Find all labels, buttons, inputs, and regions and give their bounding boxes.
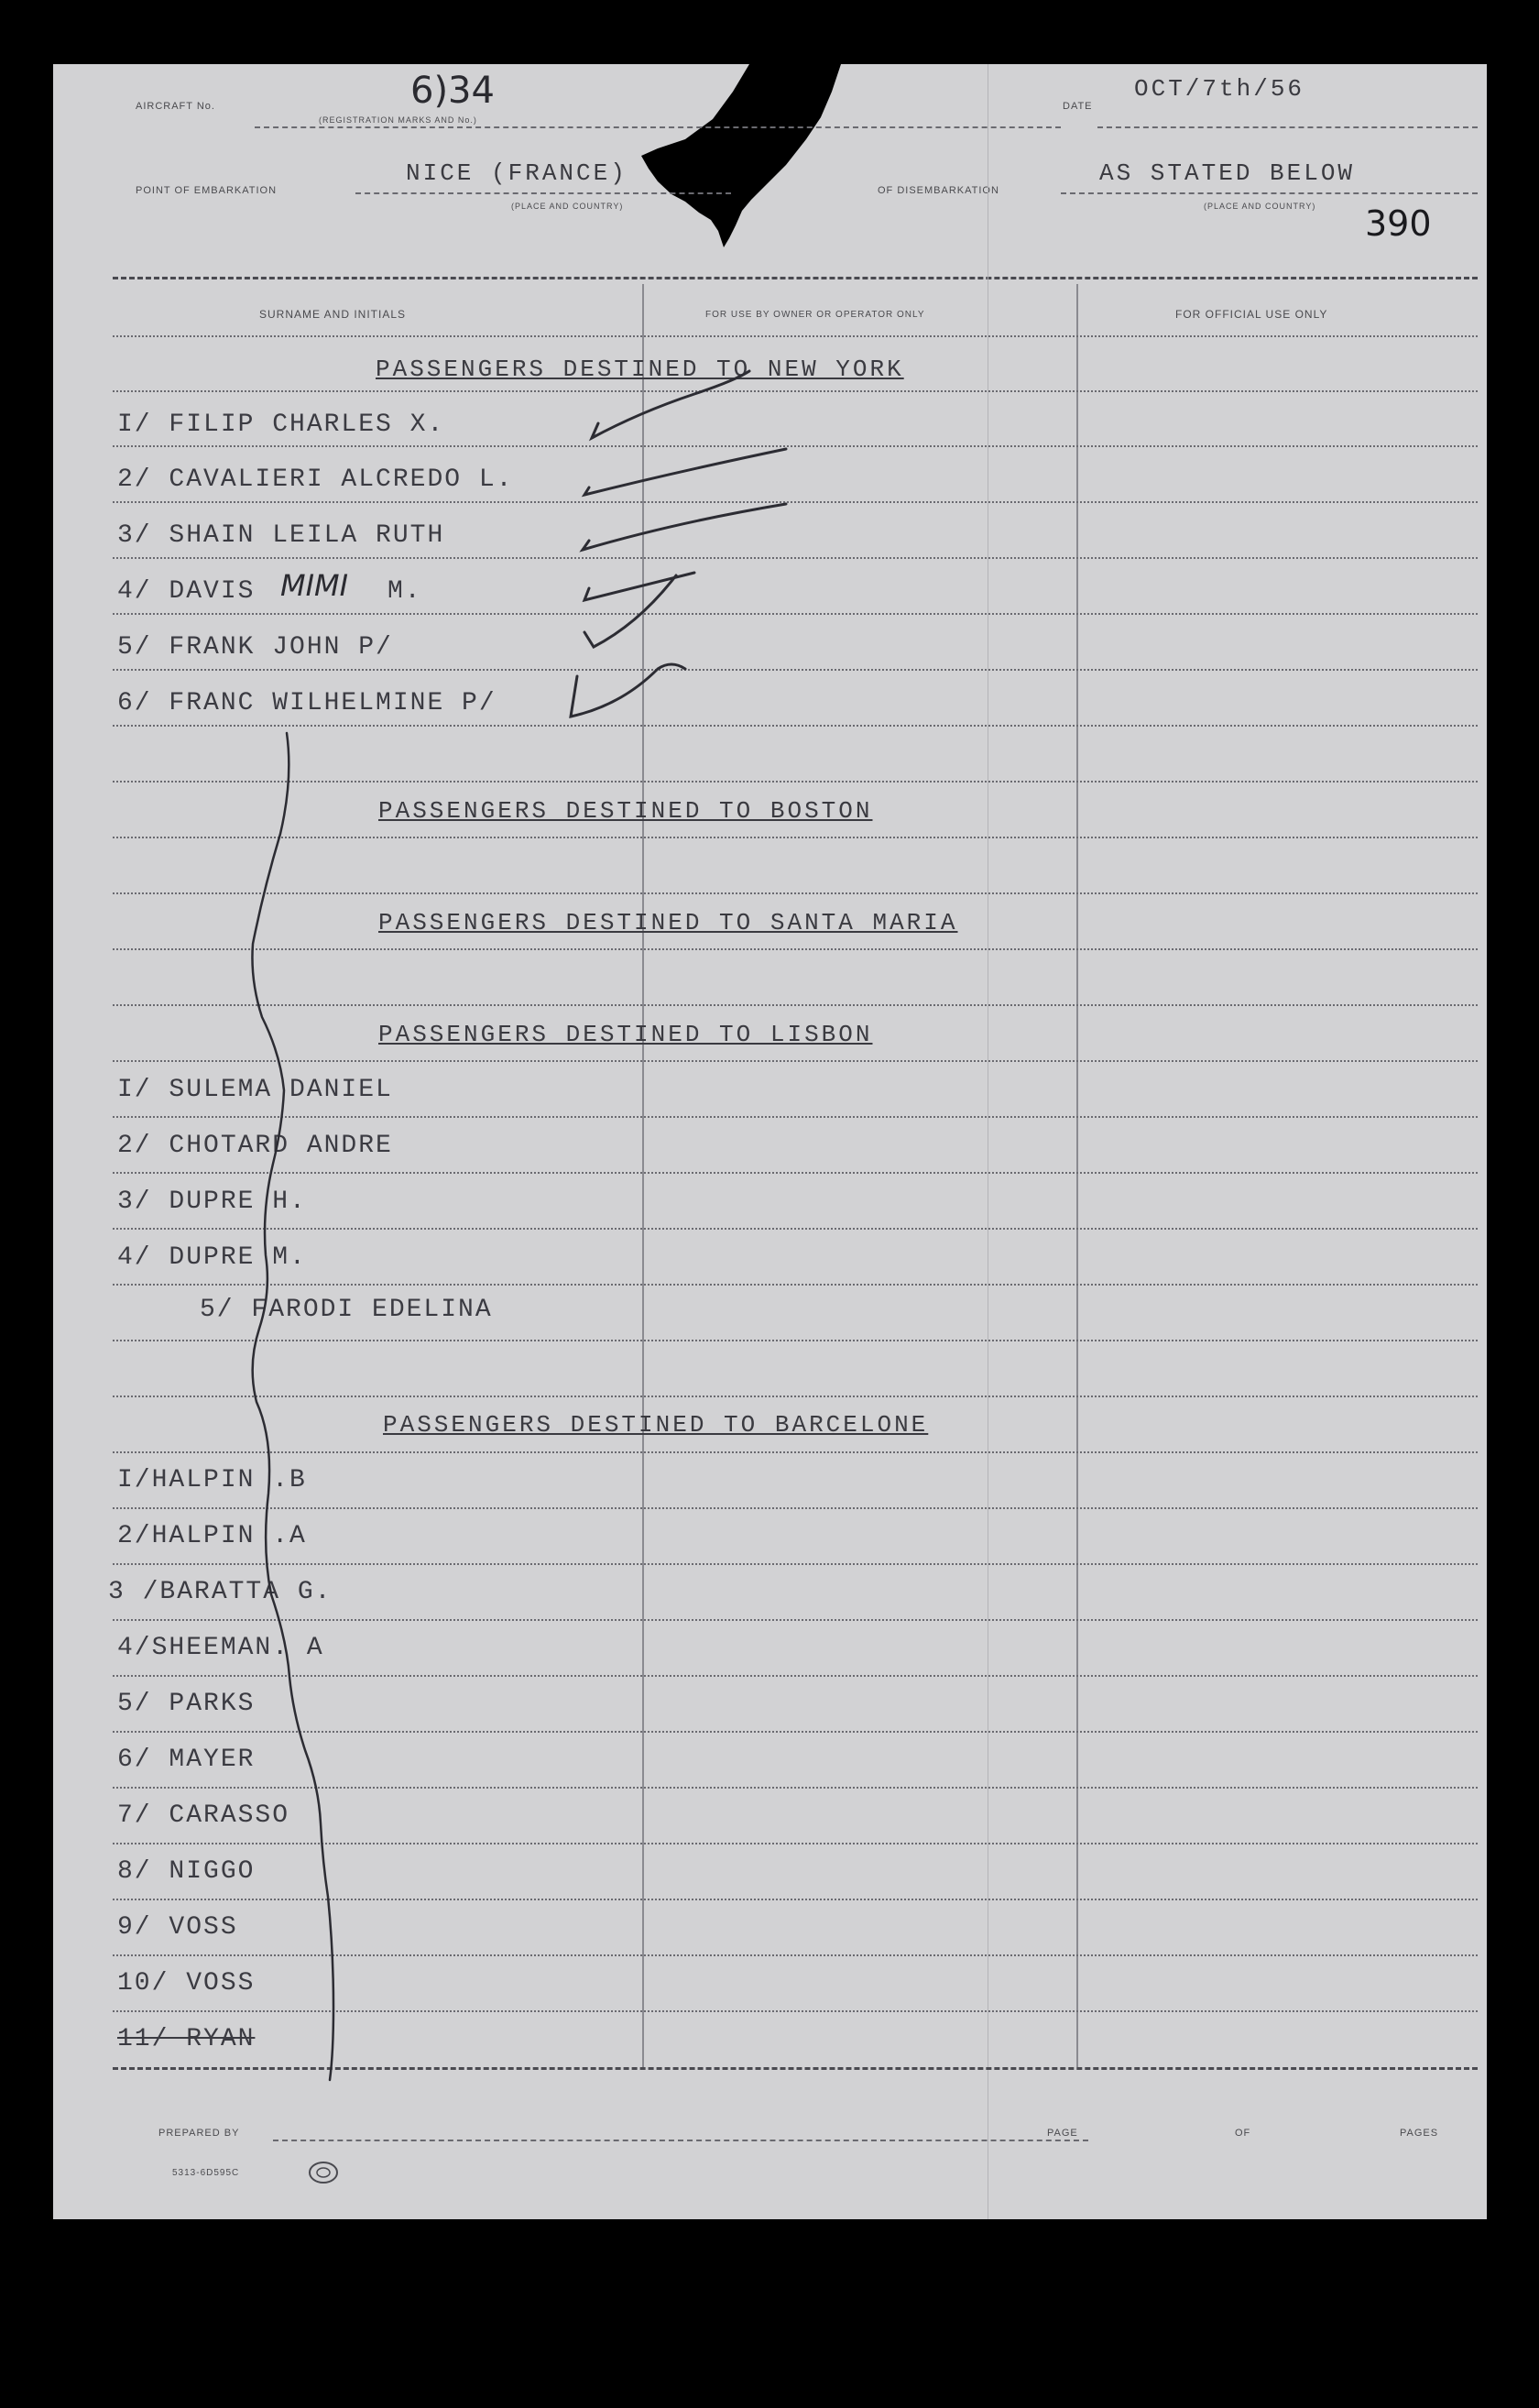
passenger-entry: 4/ DUPRE M. — [117, 1243, 307, 1272]
passenger-entry: 2/HALPIN .A — [117, 1522, 307, 1550]
prepared-by-line — [273, 2140, 1088, 2141]
row-rule — [113, 1843, 1478, 1844]
date-value: OCT/7th/56 — [1134, 75, 1305, 103]
row-rule — [113, 1731, 1478, 1733]
row-rule — [113, 1116, 1478, 1118]
row-rule — [113, 837, 1478, 838]
passenger-entry: 2/ CAVALIERI ALCREDO L. — [117, 465, 514, 494]
section-title-new-york: PASSENGERS DESTINED TO NEW YORK — [376, 356, 904, 383]
passenger-entry: I/ SULEMA DANIEL — [117, 1076, 393, 1104]
passenger-entry: 8/ NIGGO — [117, 1857, 256, 1886]
column-header-surname: SURNAME AND INITIALS — [259, 308, 407, 321]
date-caption: DATE — [1063, 101, 1093, 112]
row-rule — [113, 1954, 1478, 1956]
row-rule — [113, 1060, 1478, 1062]
passenger-entry: 5/ FARODI EDELINA — [200, 1296, 493, 1324]
of-caption: OF — [1235, 2128, 1251, 2139]
section-title-lisbon: PASSENGERS DESTINED TO LISBON — [378, 1021, 873, 1048]
header-rule — [355, 192, 731, 194]
aircraft-caption: AIRCRAFT No. — [136, 101, 215, 112]
embarkation-value: NICE (FRANCE) — [406, 159, 628, 187]
passenger-entry: 7/ CARASSO — [117, 1801, 290, 1830]
row-rule — [113, 1507, 1478, 1509]
prepared-by-caption: PREPARED BY — [158, 2128, 240, 2139]
row-rule — [113, 613, 1478, 615]
section-title-santa-maria: PASSENGERS DESTINED TO SANTA MARIA — [378, 909, 958, 936]
passenger-entry: I/ FILIP CHARLES X. — [117, 410, 445, 439]
column-divider-2 — [1076, 284, 1078, 2067]
row-rule — [113, 390, 1478, 392]
registration-caption: (REGISTRATION MARKS AND No.) — [319, 115, 477, 125]
passenger-entry: I/HALPIN .B — [117, 1466, 307, 1494]
section-title-boston: PASSENGERS DESTINED TO BOSTON — [378, 797, 873, 825]
passenger-entry: 5/ PARKS — [117, 1690, 256, 1718]
row-rule — [113, 725, 1478, 727]
checkmark-icon — [583, 504, 786, 550]
section-title-barcelone: PASSENGERS DESTINED TO BARCELONE — [383, 1411, 929, 1439]
row-rule — [113, 335, 1478, 337]
row-rule — [113, 2010, 1478, 2012]
row-rule — [113, 1563, 1478, 1565]
passenger-entry: 3/ DUPRE H. — [117, 1188, 307, 1216]
passenger-entry: 4/SHEEMAN. A — [117, 1634, 324, 1662]
row-rule — [113, 1451, 1478, 1453]
row-rule-bottom — [113, 2067, 1478, 2070]
row-rule — [113, 1004, 1478, 1006]
header-rule — [255, 126, 1061, 128]
passenger-entry: 6/ FRANC WILHELMINE P/ — [117, 689, 497, 717]
checkmark-icon — [584, 575, 676, 647]
passenger-entry: 3 /BARATTA G. — [108, 1578, 333, 1606]
header-thick-rule — [113, 277, 1478, 279]
row-rule — [113, 1899, 1478, 1900]
row-rule — [113, 892, 1478, 894]
page-number: 390 — [1365, 203, 1432, 244]
pages-caption: PAGES — [1400, 2128, 1439, 2139]
row-rule — [113, 669, 1478, 671]
row-rule — [113, 948, 1478, 950]
row-rule — [113, 1787, 1478, 1789]
header-rule — [1097, 126, 1478, 128]
handwritten-suffix: M. — [387, 577, 422, 606]
row-rule — [113, 1228, 1478, 1230]
checkmark-icon — [584, 449, 786, 495]
column-divider-1 — [642, 284, 644, 2067]
row-rule — [113, 1340, 1478, 1341]
disembarkation-subcaption: (PLACE AND COUNTRY) — [1204, 202, 1316, 211]
checkmark-icon — [571, 664, 685, 717]
page-caption: PAGE — [1047, 2128, 1078, 2139]
passenger-entry: 6/ MAYER — [117, 1746, 256, 1774]
wavy-line — [252, 733, 333, 2080]
manifest-sheet — [53, 64, 1487, 2219]
column-header-official-use: FOR OFFICIAL USE ONLY — [1175, 308, 1328, 321]
handwritten-initials: MIMI — [280, 568, 349, 603]
row-rule — [113, 1619, 1478, 1621]
row-rule — [113, 1396, 1478, 1397]
form-code: 5313-6D595C — [172, 2168, 240, 2178]
header-rule — [1061, 192, 1478, 194]
aircraft-number: 6)34 — [410, 70, 495, 112]
row-rule — [113, 501, 1478, 503]
row-rule — [113, 1675, 1478, 1677]
column-header-owner-use: FOR USE BY OWNER OR OPERATOR ONLY — [705, 310, 925, 320]
embarkation-subcaption: (PLACE AND COUNTRY) — [511, 202, 624, 211]
row-rule — [113, 781, 1478, 783]
passenger-entry: 5/ FRANK JOHN P/ — [117, 633, 393, 662]
passenger-entry: 2/ CHOTARD ANDRE — [117, 1132, 393, 1160]
passenger-entry: 9/ VOSS — [117, 1913, 238, 1942]
embarkation-caption: POINT OF EMBARKATION — [136, 185, 278, 196]
row-rule — [113, 1284, 1478, 1286]
disembarkation-value: AS STATED BELOW — [1099, 159, 1356, 187]
disembarkation-caption: OF DISEMBARKATION — [878, 185, 999, 196]
row-rule — [113, 557, 1478, 559]
row-rule — [113, 445, 1478, 447]
row-rule — [113, 1172, 1478, 1174]
passenger-entry: 10/ VOSS — [117, 1969, 256, 1998]
checkmark-icon — [584, 573, 694, 600]
passenger-entry: 11/ RYAN — [117, 2025, 256, 2053]
passenger-entry: 3/ SHAIN LEILA RUTH — [117, 521, 445, 550]
passenger-entry: 4/ DAVIS — [117, 577, 256, 606]
union-label-icon — [308, 2161, 339, 2184]
